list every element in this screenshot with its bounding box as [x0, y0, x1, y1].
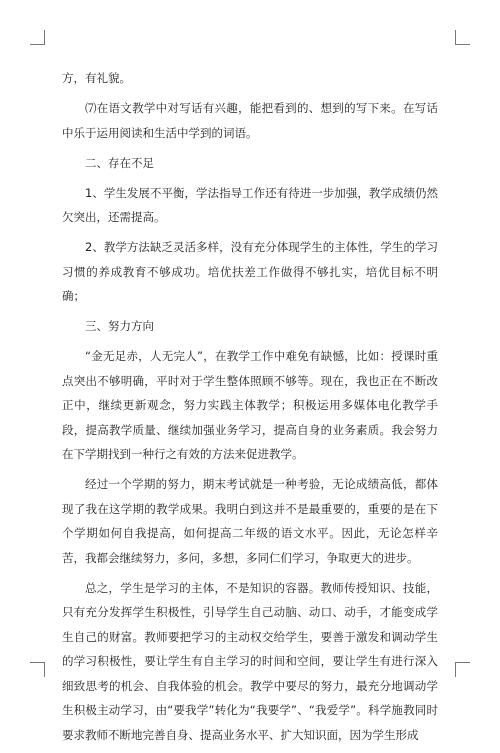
paragraph-continuation: 方，有礼貌。	[62, 71, 131, 85]
heading-shortcomings: 二、存在不足	[85, 155, 154, 170]
paragraph-summary: 总之，学生是学习的主体，不是知识的容器。教师传授知识、技能，只有充分发挥学生积极性，引导学生自己动脑、动口、动手，才能变成学生自己的财富。教师要把学习的主动权交给学生，要善于激发和调动学生的学习积极性，要让学生有自主学习的时间和空间，要让学生有进行深入细致思考的机会、自我体验的机会。教学中要尽的努力，最充分地调动学生积极主动学习，由“要我学”转化为“我要学”、“我爱学”。科学施教同时要求教师不断地完善自身、提高业务水平、扩大知识面，因为学生形成	[62, 580, 438, 742]
paragraph-writing-interest: ⑺在语文教学中对写话有兴趣，能把看到的、想到的写下来。在写话中乐于运用阅读和生活中学到的词语。	[62, 101, 438, 140]
heading-direction: 三、努力方向	[85, 319, 154, 333]
paragraph-shortcoming-1: 1、学生发展不平衡，学法指导工作还有待进一步加强，教学成绩仍然欠突出，还需提高。	[62, 185, 438, 224]
crop-mark-bottom-left	[30, 662, 45, 677]
body-text	[62, 66, 438, 753]
paragraph-shortcoming-2: 2、教学方法缺乏灵活多样，没有充分体现学生的主体性，学生的学习习惯的养成教育不够成功。培优扶差工作做得不够扎实，培优目标不明确；	[62, 240, 438, 303]
crop-mark-bottom-right	[455, 662, 470, 677]
crop-mark-top-left	[30, 30, 45, 45]
paragraph-semester-effort: 经过一个学期的努力，期末考试就是一种考验，无论成绩高低，都体现了我在这学期的教学成果。我明白到这并不是最重要的，重要的是在下个学期如何自我提高，如何提高二年级的语文水平。因此，无论怎样辛苦，我都会继续努力，多问，多想，多同仁们学习，争取更大的进步。	[62, 477, 438, 565]
paragraph-direction: “金无足赤，人无完人”，在教学工作中难免有缺憾，比如：授课时重点突出不够明确，平时对于学生整体照顾不够等。现在，我也正在不断改正中，继续更新观念，努力实践主体教学；积极运用多媒体电化教学手段，提高教学质量、继续加强业务学习，提高自身的业务素质。我会努力在下学期找到一种行之有效的方法来促进教学。	[62, 349, 438, 461]
crop-mark-top-right	[455, 30, 470, 45]
